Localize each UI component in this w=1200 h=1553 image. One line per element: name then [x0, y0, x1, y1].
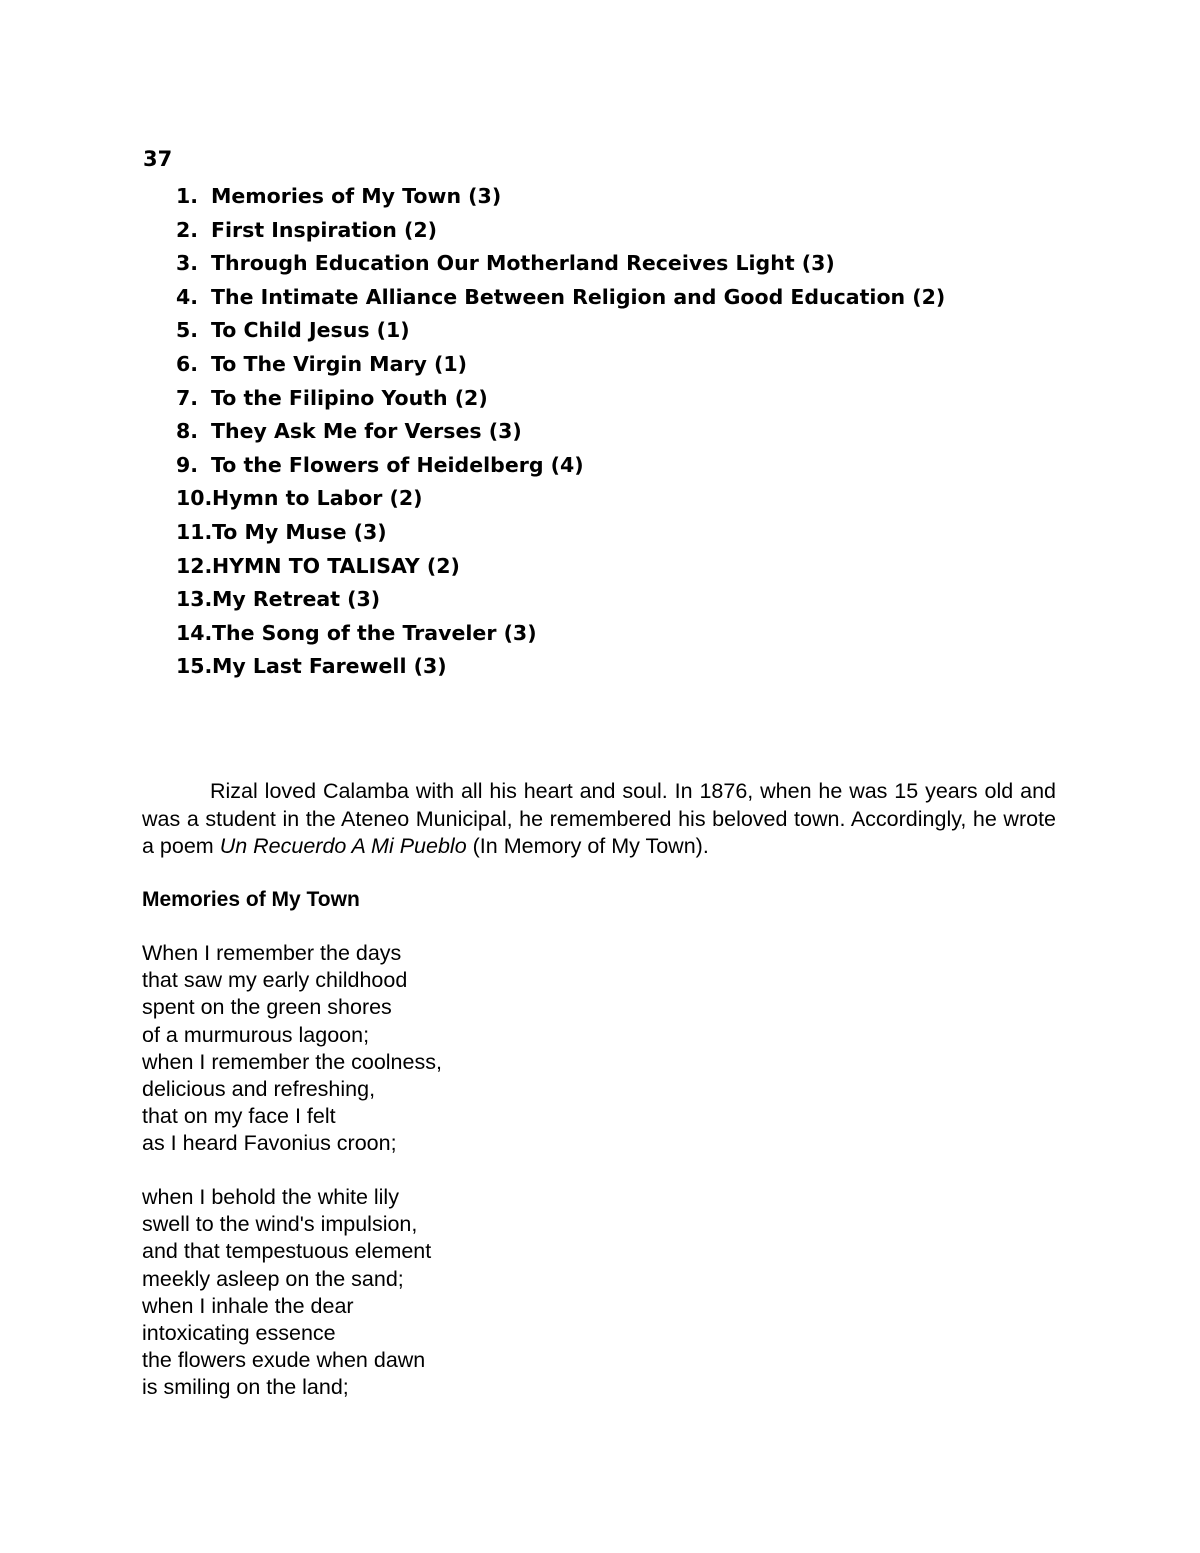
list-item-title: Hymn to Labor (2): [212, 486, 423, 511]
poem-line: is smiling on the land;: [142, 1375, 349, 1400]
poem-line: delicious and refreshing,: [142, 1077, 376, 1102]
list-item-title: My Last Farewell (3): [212, 654, 447, 679]
list-item-number: 8.: [176, 419, 199, 444]
list-item-number: 11.: [176, 519, 213, 544]
list-item-number: 2.: [176, 217, 199, 242]
poem-line: swell to the wind's impulsion,: [142, 1212, 418, 1237]
poem-line: when I behold the white lily: [142, 1185, 399, 1209]
poem-line: meekly asleep on the sand;: [142, 1266, 404, 1291]
poem-line: When I remember the days: [142, 941, 402, 965]
poem-line: spent on the green shores: [142, 995, 392, 1020]
poem-line: that on my face I felt: [142, 1104, 336, 1129]
list-item-number: 13.: [176, 587, 213, 612]
list-item-title: My Retreat (3): [212, 587, 381, 612]
list-item-title: Through Education Our Motherland Receives Light (3): [211, 251, 835, 276]
list-item-number: 10.: [176, 486, 213, 511]
poem-line: of a murmurous lagoon;: [142, 1022, 370, 1047]
list-item-number: 15.: [176, 654, 213, 679]
list-item-number: 12.: [176, 553, 213, 578]
poem-line: when I inhale the dear: [142, 1293, 354, 1318]
poem-title: Memories of My Town: [142, 888, 360, 911]
list-item-title: The Song of the Traveler (3): [212, 620, 537, 645]
list-item-number: 7.: [176, 385, 199, 410]
poem-line: and that tempestuous element: [142, 1239, 432, 1264]
list-item-title: To My Muse (3): [212, 519, 387, 544]
list-item-number: 9.: [176, 452, 199, 477]
intro-text: Rizal loved Calamba with all his heart and soul. In 1876, when he was 15 years old and was a student in the Ateneo Municipal, he remembered his beloved town. Accordingly, he wrote a poem: [142, 779, 1056, 858]
intro-text-end: (In Memory of My Town).: [466, 834, 709, 858]
list-item-title: Memories of My Town (3): [211, 184, 502, 208]
list-item-number: 6.: [176, 351, 199, 376]
poem-stanza: [142, 940, 442, 1158]
poem-line: that saw my early childhood: [142, 968, 408, 993]
poem-line: when I remember the coolness,: [142, 1049, 442, 1074]
list-item-title: The Intimate Alliance Between Religion and Good Education (2): [211, 284, 946, 309]
list-item-title: HYMN TO TALISAY (2): [212, 553, 460, 578]
list-item-title: To the Flowers of Heidelberg (4): [211, 452, 584, 477]
list-item-title: To the Filipino Youth (2): [211, 385, 488, 410]
list-item-number: 4.: [176, 284, 199, 309]
list-item-title: First Inspiration (2): [211, 217, 437, 242]
list-item-title: To Child Jesus (1): [211, 318, 410, 343]
intro-paragraph: [142, 778, 1056, 861]
poem-line: intoxicating essence: [142, 1321, 336, 1346]
poem-stanza: [142, 1184, 431, 1402]
list-item-number: 3.: [176, 251, 199, 276]
page-number: 37: [143, 147, 173, 171]
list-item-title: They Ask Me for Verses (3): [211, 419, 522, 444]
poem-line: as I heard Favonius croon;: [142, 1131, 397, 1156]
list-item-number: 5.: [176, 318, 199, 343]
list-item-number: 14.: [176, 620, 213, 645]
list-item-title: To The Virgin Mary (1): [211, 351, 468, 376]
poem-line: the flowers exude when dawn: [142, 1348, 426, 1373]
poem-original-title: Un Recuerdo A Mi Pueblo: [219, 834, 467, 858]
list-item-number: 1.: [176, 184, 199, 208]
